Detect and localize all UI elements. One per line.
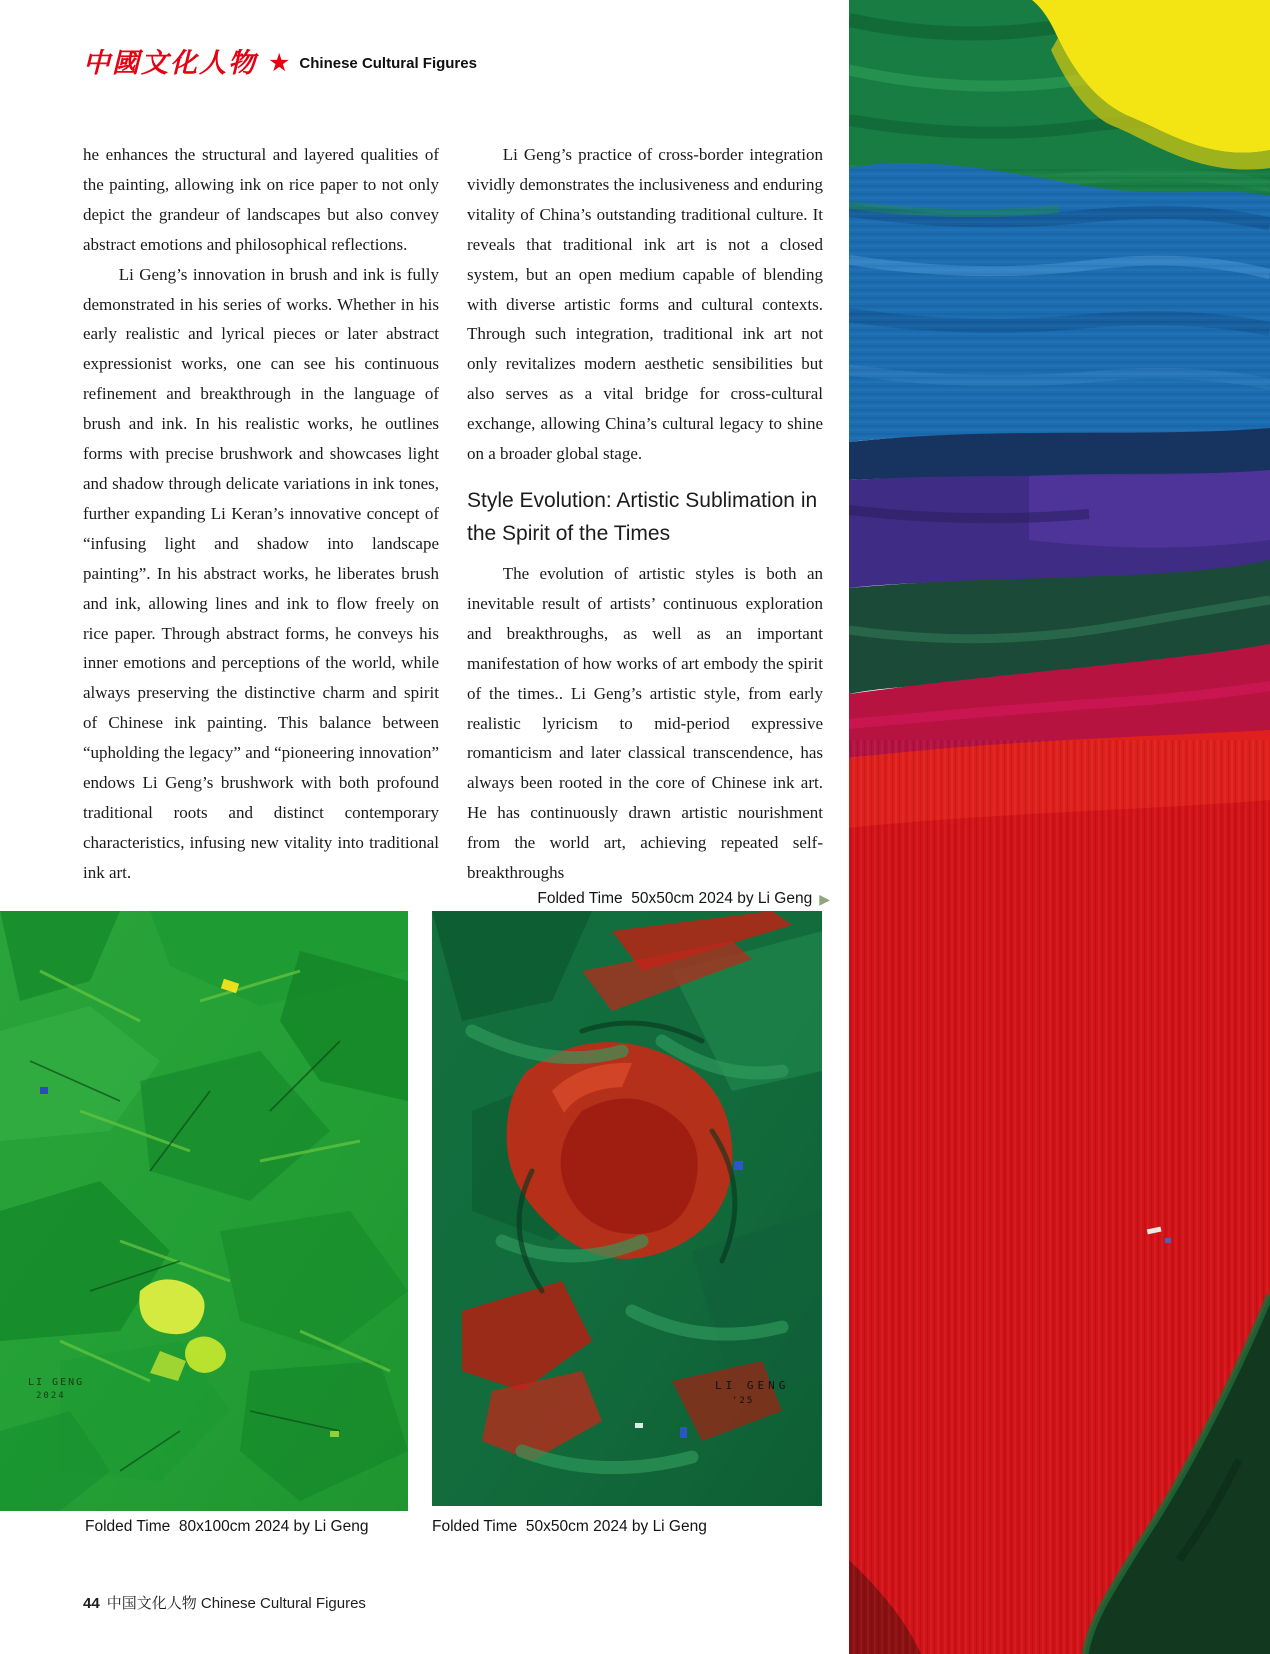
- section-heading: Style Evolution: Artistic Sublimation in the Spirit of the Times: [467, 488, 818, 545]
- magazine-logo-chinese: 中國文化人物: [83, 48, 257, 79]
- paragraph: The evolution of artistic styles is both an inevitable result of artists’ continuous exploration and breakthroughs, as well as an important manifestation of how works of art embody the spirit of the times.. Li Geng’s artistic style, from early realistic lyricism to mid-period expressive romanticism and later classical transcendence, has always been rooted in the core of Chinese ink art. He has continuously drawn artistic nourishment from the world art, achieving repeated self-breakthroughs: [467, 563, 823, 883]
- artist-signature: LI GENG: [715, 1379, 790, 1392]
- page-footer: [83, 1592, 366, 1613]
- arrow-right-icon: ▶: [819, 891, 830, 907]
- caption-bottom-middle: Folded Time 50x50cm 2024 by Li Geng: [432, 1518, 707, 1535]
- artwork-green-red-painting: [432, 911, 822, 1506]
- artist-signature: LI GENG: [28, 1377, 85, 1388]
- page-number: 44: [83, 1595, 100, 1612]
- paragraph: Li Geng’s innovation in brush and ink is fully demonstrated in his series of works. Whether in his early realistic and lyrical pieces or later abstract expressionist works, one can see his continuous refinement and breakthrough in the language of brush and ink. In his realistic works, he outlines forms with precise brushwork and showcases light and shadow through delicate variations in ink tones, further expanding Li Keran’s innovative concept of “infusing light and shadow into landscape painting”. In his abstract works, he liberates brush and ink, allowing lines and ink to flow freely on rice paper. Through abstract forms, he conveys his inner emotions and perceptions of the world, while always preserving the distinctive charm and spirit of Chinese ink painting. This balance between “upholding the legacy” and “pioneering innovation” endows Li Geng’s brushwork with both profound traditional roots and distinct contemporary characteristics, infusing new vitality into traditional ink art.: [83, 264, 439, 882]
- artist-signature-year: '25: [732, 1396, 755, 1406]
- artist-signature-year: 2024: [36, 1391, 66, 1401]
- paragraph: Li Geng’s practice of cross-border integration vividly demonstrates the inclusiveness and enduring vitality of China’s outstanding traditional culture. It reveals that traditional ink art is not a closed system, but an open medium capable of blending with diverse artistic forms and cultural contexts. Through such integration, traditional ink art not only revitalizes modern aesthetic sensibilities but also serves as a vital bridge for cross-cultural exchange, allowing China’s cultural legacy to shine on a broader global stage.: [467, 145, 823, 464]
- article-column-left: [83, 140, 439, 888]
- masthead: [83, 50, 477, 77]
- magazine-logo-english: Chinese Cultural Figures: [299, 55, 477, 72]
- article-column-right: [467, 140, 823, 888]
- caption-bottom-left: Folded Time 80x100cm 2024 by Li Geng: [85, 1518, 369, 1535]
- caption-right-artwork: [467, 890, 830, 908]
- paragraph: he enhances the structural and layered qualities of the painting, allowing ink on rice paper to not only depict the grandeur of landscapes but also convey abstract emotions and philosophical reflections.: [83, 145, 439, 254]
- caption-text: Folded Time 50x50cm 2024 by Li Geng: [537, 890, 813, 907]
- artwork-green-painting: [0, 911, 408, 1511]
- star-icon: ★: [268, 50, 291, 77]
- artwork-right-strip-painting: [849, 0, 1270, 1654]
- footer-text: 中国文化人物 Chinese Cultural Figures: [106, 1595, 366, 1612]
